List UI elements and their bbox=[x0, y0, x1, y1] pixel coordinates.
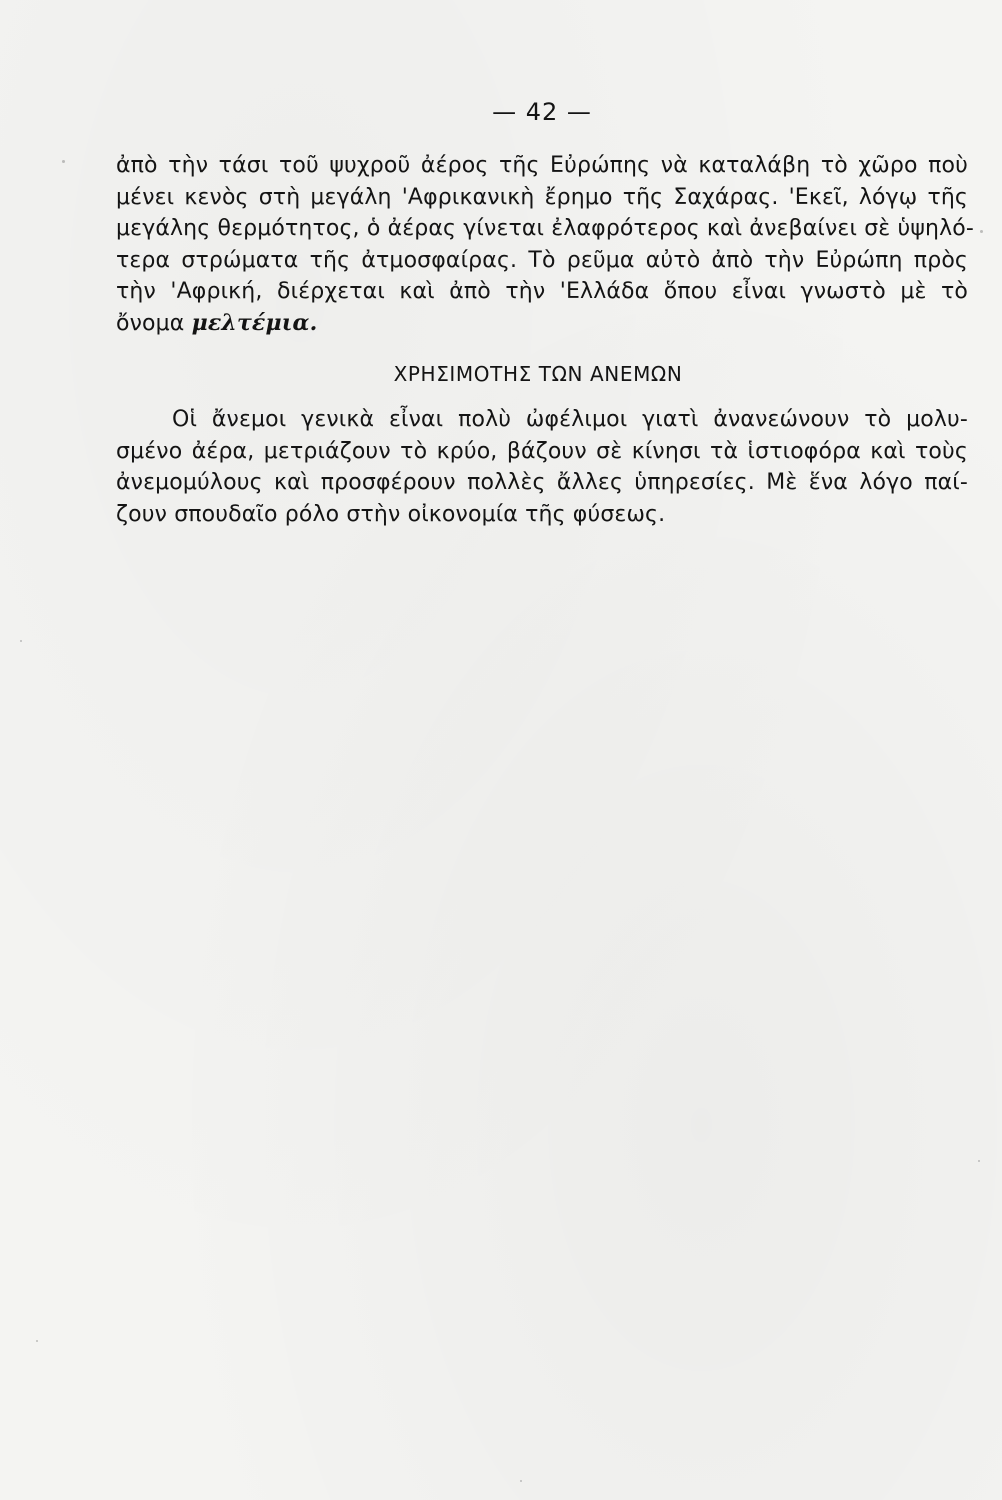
scan-speck bbox=[520, 1480, 522, 1482]
section-heading: ΧΡΗΣΙΜΟΤΗΣ ΤΩΝ ΑΝΕΜΩΝ bbox=[393, 362, 683, 386]
paragraph-line: σμένο ἀέρα, μετριάζουν τὸ κρύο, βάζουν σὲ κίνησι τὰ ἱστιοφόρα καὶ τοὺς bbox=[116, 438, 968, 464]
scan-speck bbox=[62, 160, 65, 163]
paragraph-line: ἀνεμομύλους καὶ προσφέρουν πολλὲς ἄλλες ὑπηρεσίες. Μὲ ἕνα λόγο παί- bbox=[116, 470, 968, 495]
paragraph-line: μένει κενὸς στὴ μεγάλη 'Αφρικανικὴ ἔρημο τῆς Σαχάρας. 'Εκεῖ, λόγῳ τῆς bbox=[116, 184, 968, 210]
paragraph-line: τερα στρώματα τῆς ἀτμοσφαίρας. Τὸ ρεῦμα αὐτὸ ἀπὸ τὴν Εὐρώπη πρὸς bbox=[116, 247, 968, 273]
paragraph-usefulness bbox=[116, 404, 968, 530]
scan-speck bbox=[20, 640, 22, 642]
paragraph-meltemia bbox=[116, 150, 974, 339]
page-number: — 42 — bbox=[492, 98, 592, 126]
scan-speck bbox=[978, 1160, 980, 1162]
paragraph-line-prefix: ὄνομα bbox=[116, 310, 185, 336]
paragraph-last-line bbox=[116, 308, 968, 340]
paragraph-line: ζουν σπουδαῖο ρόλο στὴν οἰκονομία τῆς φύσεως. bbox=[116, 501, 666, 527]
paragraph-line: μεγάλης θερμότητος, ὁ ἀέρας γίνεται ἐλαφρότερος καὶ ἀνεβαίνει σὲ ὑψηλό- bbox=[116, 216, 974, 241]
italic-term-meltemia: μελτέμια. bbox=[191, 309, 318, 336]
paragraph-line: ἀπὸ τὴν τάσι τοῦ ψυχροῦ ἀέρος τῆς Εὐρώπης νὰ καταλάβη τὸ χῶρο ποὺ bbox=[116, 153, 968, 178]
paragraph-line: τὴν 'Αφρική, διέρχεται καὶ ἀπὸ τὴν 'Ελλάδα ὅπου εἶναι γνωστὸ μὲ τὸ bbox=[116, 279, 968, 304]
scan-speck bbox=[980, 230, 983, 233]
paragraph-line: Οἱ ἄνεμοι γενικὰ εἶναι πολὺ ὠφέλιμοι γιατὶ ἀνανεώνουν τὸ μολυ- bbox=[172, 407, 968, 432]
scan-speck bbox=[36, 1340, 38, 1342]
